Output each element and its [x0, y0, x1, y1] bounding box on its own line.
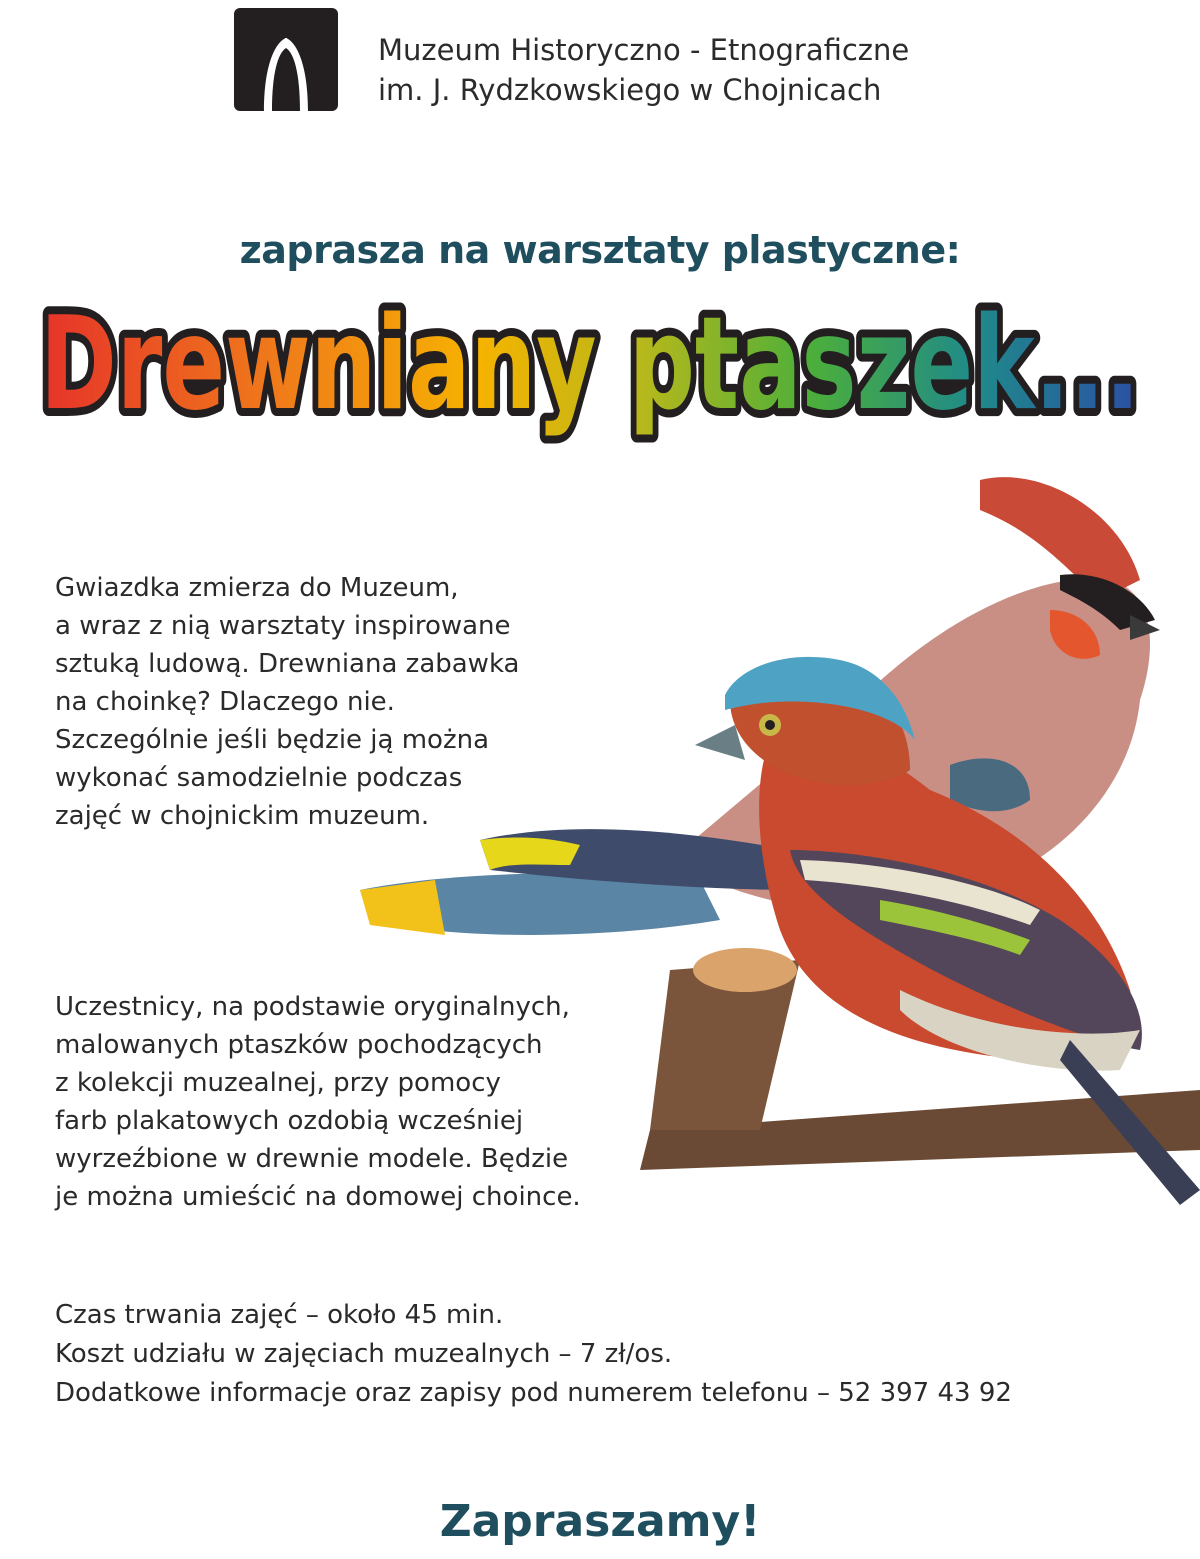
intro-line: Gwiazdka zmierza do Muzeum,	[55, 573, 459, 603]
workshop-title	[0, 290, 1200, 460]
intro-line: na choinkę? Dlaczego nie.	[55, 687, 395, 717]
intro-line: wykonać samodzielnie podczas	[55, 763, 463, 793]
closing-invitation: Zapraszamy!	[439, 1496, 761, 1547]
workshop-title-text: Drewniany ptaszek...	[40, 290, 1140, 439]
cost-info: Koszt udziału w zajęciach muzealnych – 7 zł/os.	[55, 1339, 673, 1369]
duration-info: Czas trwania zajęć – około 45 min.	[55, 1300, 504, 1330]
details-line: wyrzeźbione w drewnie modele. Będzie	[55, 1144, 569, 1174]
intro-line: Szczególnie jeśli będzie ją można	[55, 725, 490, 755]
practical-info	[55, 1296, 1012, 1413]
workshop-title-outline: Drewniany ptaszek...	[40, 290, 1140, 439]
museum-logo	[234, 8, 338, 111]
museum-arch-logo-icon	[234, 8, 338, 111]
museum-name	[378, 30, 978, 110]
details-line: z kolekcji muzealnej, przy pomocy	[55, 1068, 501, 1098]
details-line: je można umieścić na domowej choince.	[55, 1182, 581, 1212]
details-line: Uczestnicy, na podstawie oryginalnych,	[55, 992, 570, 1022]
contact-info: Dodatkowe informacje oraz zapisy pod numerem telefonu – 52 397 43 92	[55, 1378, 1012, 1408]
museum-name-line-1: Muzeum Historyczno - Etnograficzne	[378, 33, 910, 67]
details-line: farb plakatowych ozdobią wcześniej	[55, 1106, 524, 1136]
intro-paragraph	[55, 569, 519, 835]
intro-line: sztuką ludową. Drewniana zabawka	[55, 649, 520, 679]
details-paragraph	[55, 988, 581, 1216]
workshop-invite-heading: zaprasza na warsztaty plastyczne:	[239, 228, 961, 272]
intro-line: a wraz z nią warsztaty inspirowane	[55, 611, 511, 641]
intro-line: zajęć w chojnickim muzeum.	[55, 801, 430, 831]
details-line: malowanych ptaszków pochodzących	[55, 1030, 543, 1060]
museum-name-line-2: im. J. Rydzkowskiego w Chojnicach	[378, 73, 882, 107]
